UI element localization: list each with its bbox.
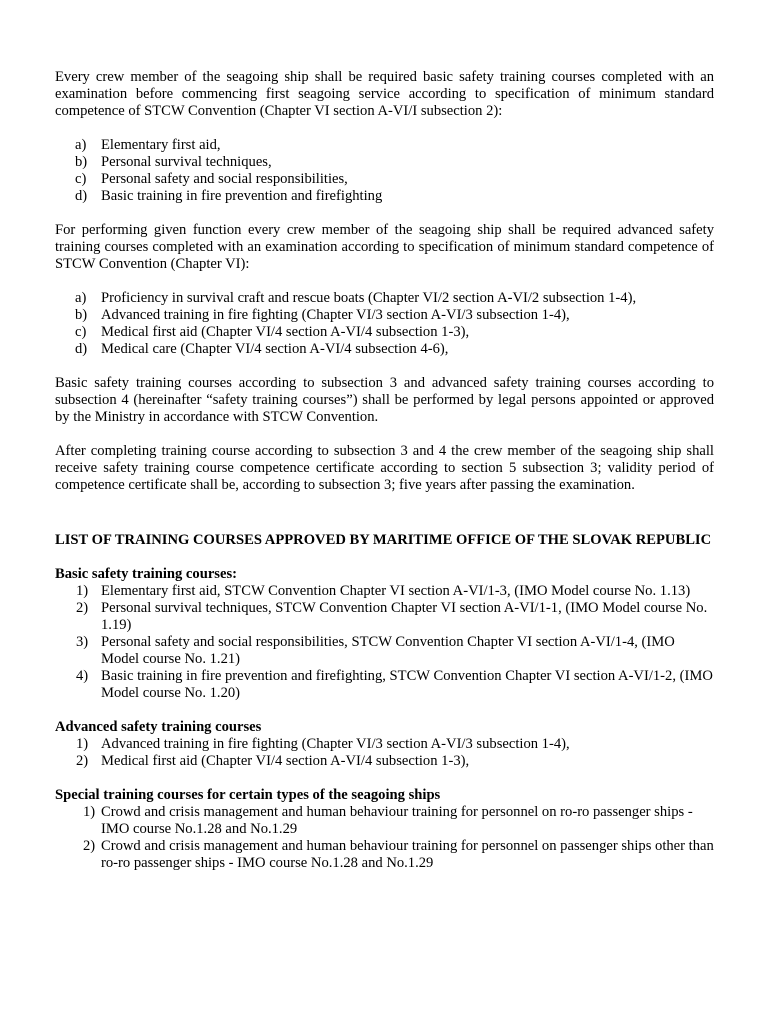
list-item-text: Basic training in fire prevention and firefighting, STCW Convention Chapter VI section A-VI/1-2, (IMO Model course No. 1.20) xyxy=(101,668,713,701)
performed-by-paragraph: Basic safety training courses according to subsection 3 and advanced safety training courses according to subsection 4 (hereinafter “safety training courses”) shall be performed by legal persons appointed or approved by the Ministry in accordance with STCW Convention. xyxy=(55,375,714,425)
special-courses-list xyxy=(55,804,714,872)
list-marker: 4) xyxy=(76,668,89,684)
list-marker: a) xyxy=(75,137,87,153)
list-marker: c) xyxy=(75,171,87,187)
list-item xyxy=(55,668,714,702)
list-marker: 1) xyxy=(76,736,89,752)
list-item xyxy=(55,341,714,358)
list-item-text: Elementary first aid, xyxy=(101,137,221,153)
list-item-text: Personal safety and social responsibilities, STCW Convention Chapter VI section A-VI/1-4, (IMO Model course No. 1.21) xyxy=(101,634,675,667)
list-marker: 2) xyxy=(76,753,89,769)
list-marker: 2) xyxy=(83,838,96,854)
special-courses-title: Special training courses for certain types of the seagoing ships xyxy=(55,787,441,803)
advanced-courses-title: Advanced safety training courses xyxy=(55,719,262,735)
advanced-courses-list xyxy=(55,736,714,770)
list-item-text: Advanced training in fire fighting (Chapter VI/3 section A-VI/3 subsection 1-4), xyxy=(101,736,570,752)
document-page xyxy=(55,69,714,872)
list-item-text: Personal survival techniques, STCW Convention Chapter VI section A-VI/1-1, (IMO Model course No. 1.19) xyxy=(101,600,708,633)
list-item-text: Crowd and crisis management and human behaviour training for personnel on ro-ro passenger ships - IMO course No.1.28 and No.1.29 xyxy=(101,804,693,837)
list-item xyxy=(55,307,714,324)
list-item xyxy=(55,838,714,872)
list-marker: b) xyxy=(75,154,88,170)
list-item-text: Medical care (Chapter VI/4 section A-VI/4 subsection 4-6), xyxy=(101,341,449,357)
list-item xyxy=(55,753,714,770)
basic-requirement-paragraph: Every crew member of the seagoing ship shall be required basic safety training courses completed with an examination before commencing first seagoing service according to specification of minimum standard competence of STCW Convention (Chapter VI section A-VI/I subsection 2): xyxy=(55,69,714,119)
list-item xyxy=(55,583,714,600)
certificate-paragraph: After completing training course according to subsection 3 and 4 the crew member of the seagoing ship shall receive safety training course competence certificate according to section 5 subsection 3; validity period of competence certificate shall be, according to subsection 3; five years after passing the examination. xyxy=(55,443,714,493)
list-marker: d) xyxy=(75,341,88,357)
advanced-requirement-list xyxy=(55,290,714,358)
basic-courses-title: Basic safety training courses: xyxy=(55,566,237,582)
advanced-requirement-paragraph: For performing given function every crew member of the seagoing ship shall be required advanced safety training courses completed with an examination according to specification of minimum standard competence of STCW Convention (Chapter VI): xyxy=(55,222,714,272)
list-item-text: Elementary first aid, STCW Convention Chapter VI section A-VI/1-3, (IMO Model course No. 1.13) xyxy=(101,583,691,599)
list-item-text: Medical first aid (Chapter VI/4 section A-VI/4 subsection 1-3), xyxy=(101,324,470,340)
list-marker: 1) xyxy=(76,583,89,599)
list-marker: 3) xyxy=(76,634,89,650)
list-marker: 2) xyxy=(76,600,89,616)
list-item-text: Personal safety and social responsibilities, xyxy=(101,171,348,187)
list-item xyxy=(55,154,714,171)
list-item xyxy=(55,634,714,668)
basic-requirement-list xyxy=(55,137,714,205)
list-item-text: Basic training in fire prevention and firefighting xyxy=(101,188,383,204)
list-item xyxy=(55,188,714,205)
list-item xyxy=(55,324,714,341)
basic-courses-list xyxy=(55,583,714,702)
list-item xyxy=(55,137,714,154)
list-item-text: Advanced training in fire fighting (Chapter VI/3 section A-VI/3 subsection 1-4), xyxy=(101,307,570,323)
list-item xyxy=(55,600,714,634)
approved-courses-heading: LIST OF TRAINING COURSES APPROVED BY MARITIME OFFICE OF THE SLOVAK REPUBLIC xyxy=(55,532,712,548)
list-marker: 1) xyxy=(83,804,96,820)
list-item-text: Personal survival techniques, xyxy=(101,154,272,170)
list-marker: c) xyxy=(75,324,87,340)
list-item-text: Proficiency in survival craft and rescue boats (Chapter VI/2 section A-VI/2 subsection 1-4), xyxy=(101,290,637,306)
list-item xyxy=(55,171,714,188)
list-marker: b) xyxy=(75,307,88,323)
list-item-text: Medical first aid (Chapter VI/4 section A-VI/4 subsection 1-3), xyxy=(101,753,470,769)
list-item xyxy=(55,736,714,753)
list-item xyxy=(55,804,714,838)
list-item-text: Crowd and crisis management and human behaviour training for personnel on passenger ships other than ro-ro passenger ships - IMO course No.1.28 and No.1.29 xyxy=(101,838,714,871)
list-marker: a) xyxy=(75,290,87,306)
list-item xyxy=(55,290,714,307)
list-marker: d) xyxy=(75,188,88,204)
